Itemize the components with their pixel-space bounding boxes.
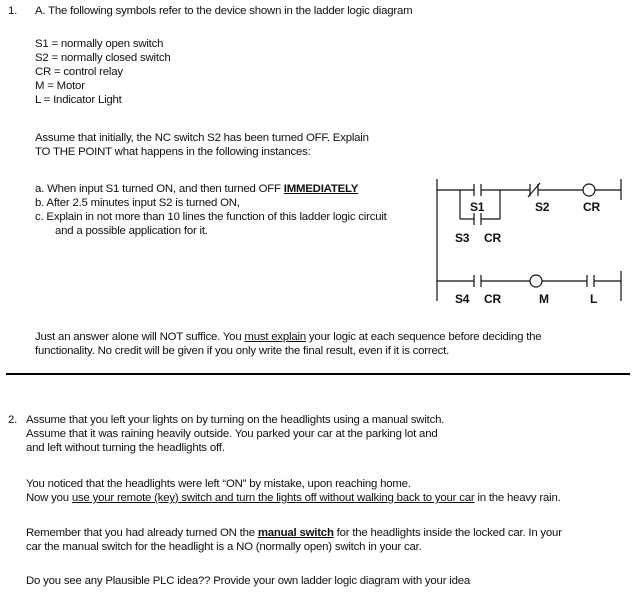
q2-line-5: Now you use your remote (key) switch and turn the lights off without walking back to your car in the heavy rain. [26,492,561,504]
q2-line-1: Assume that you left your lights on by turning on the headlights using a manual switch. [26,414,445,426]
symbol-m: M = Motor [35,80,85,92]
item-a: a. When input S1 turned ON, and then turned OFF IMMEDIATELY [35,183,359,195]
q2-line-8: Do you see any Plausible PLC idea?? Provide your own ladder logic diagram with your idea [26,575,470,587]
label-s2: S2 [535,200,550,214]
symbol-cr: CR = control relay [35,66,123,78]
q2-line-6: Remember that you had already turned ON the manual switch for the headlights inside the locked car. In your [26,527,562,539]
note-line-2: functionality. No credit will be given if you only write the final result, even if it is correct. [35,345,450,357]
label-cr-coil: CR [583,200,600,214]
label-cr-rung2: CR [484,292,501,306]
label-s3: S3 [455,231,470,245]
symbol-l: L = Indicator Light [35,94,122,106]
symbol-s2: S2 = normally closed switch [35,52,171,64]
label-cr-branch: CR [484,231,501,245]
label-m: M [539,292,549,306]
item-c-line-1: c. Explain in not more than 10 lines the function of this ladder logic circuit [35,211,387,223]
q1-number: 1. [8,5,18,17]
q2-number: 2. [8,414,18,426]
label-s1: S1 [470,200,485,214]
section-divider [6,373,630,375]
q2-line-3: and left without turning the headlights off. [26,442,225,454]
label-s4: S4 [455,292,470,306]
assume-line-1: Assume that initially, the NC switch S2 has been turned OFF. Explain [35,132,369,144]
q2-line-7: car the manual switch for the headlight is a NO (normally open) switch in your car. [26,541,422,553]
cr-coil-symbol [583,184,595,196]
q1-title: A. The following symbols refer to the device shown in the ladder logic diagram [35,5,413,17]
q2-line-2: Assume that it was raining heavily outside. You parked your car at the parking lot and [26,428,438,440]
label-l: L [590,292,598,306]
assume-line-2: TO THE POINT what happens in the following instances: [35,146,311,158]
item-b: b. After 2.5 minutes input S2 is turned ON, [35,197,240,209]
symbol-s1: S1 = normally open switch [35,38,164,50]
note-line-1: Just an answer alone will NOT suffice. You must explain your logic at each sequence before deciding the [35,331,542,343]
item-c-line-2: and a possible application for it. [55,225,208,237]
q2-line-4: You noticed that the headlights were left “ON” by mistake, upon reaching home. [26,478,411,490]
motor-coil-symbol [530,275,542,287]
